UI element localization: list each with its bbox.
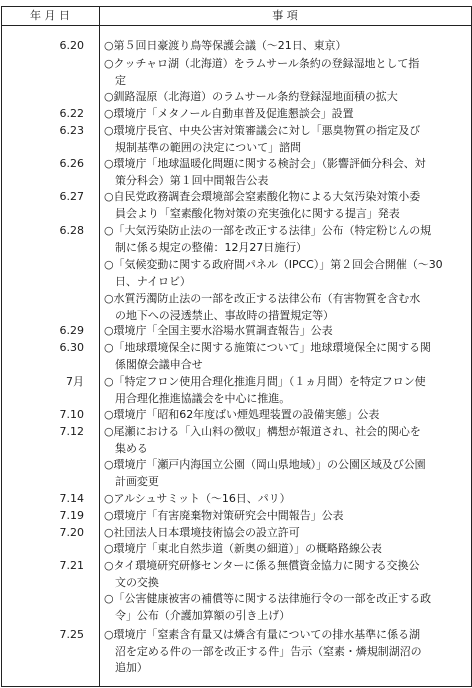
entry-line: 策分科会）第１回中間報告公表 [115, 173, 269, 187]
entry-text [104, 56, 464, 89]
header-item: 事 項 [272, 9, 298, 22]
entry-line: 令」公布（介護加算額の引き上げ） [115, 608, 291, 622]
entry-line: 規制基準の範囲の決定について」諮問 [115, 140, 301, 154]
entry-line: ○タイ環境研究研修センターに係る無償資金協力に関する交換公 [104, 559, 420, 572]
entry-line: ○クッチャロ湖（北海道）をラムサール条約の登録湿地として指 [104, 57, 420, 70]
entry-line: の地下への浸透禁止、事故時の措置規定等） [115, 308, 334, 322]
entry-text [104, 558, 464, 591]
entry-line: ○環境庁「メタノール自動車普及促進懇談会」設置 [104, 107, 354, 120]
entry-text [104, 541, 464, 558]
entry-line: ○環境庁「窒素含有量又は燐含有量についての排水基準に係る湖 [104, 628, 420, 641]
entry-date: 6.30 [59, 341, 84, 354]
entry-line: ○環境庁「地球温暖化問題に関する検討会」（影響評価分科会、対 [104, 157, 426, 170]
entry-line: ○自民党政務調査会環境部会窒素酸化物による大気汚染対策小委 [104, 190, 421, 203]
entry-text [104, 591, 464, 624]
entry-date: 6.20 [59, 39, 84, 52]
entry-date: 7.21 [59, 559, 84, 572]
entry-line: ○「公害健康被害の補償等に関する法律施行令の一部を改正する政 [104, 592, 432, 605]
entry-date: 6.27 [59, 190, 84, 203]
entry-line: ○「特定フロン使用合理化推進月間」（１ヵ月間）を特定フロン使 [104, 375, 426, 388]
table-top-border [1, 6, 471, 7]
entry-line: ○「大気汚染防止法の一部を改正する法律」公布（特定粉じんの規 [104, 224, 432, 237]
entry-line: ○環境庁「瀬戸内海国立公園（岡山県地域）」の公園区域及び公園 [104, 458, 426, 471]
entry-date: 6.26 [59, 157, 84, 170]
entry-line: 集める [115, 441, 148, 455]
entry-date: 7.19 [59, 509, 84, 522]
entry-text [104, 89, 464, 106]
entry-line: ○環境庁「全国主要水浴場水質調査報告」公表 [104, 324, 333, 337]
entry-text [104, 491, 464, 508]
entry-text [104, 323, 464, 340]
entry-line: ○環境庁「東北自然歩道（新奥の細道）」の概略路線公表 [104, 542, 382, 555]
table-bottom-border [1, 686, 471, 687]
entry-date: 7月 [66, 375, 84, 388]
entry-text [104, 223, 464, 256]
entry-line: 計画変更 [115, 474, 159, 488]
entry-text [104, 525, 464, 542]
entry-line: 定 [115, 73, 126, 87]
entry-line: 文の交換 [115, 575, 159, 589]
entry-date: 6.22 [59, 107, 84, 120]
header-date: 年 月 日 [30, 9, 70, 22]
entry-line: ○環境庁「有害廃棄物対策研究会中間報告」公表 [104, 509, 344, 522]
entry-line: ○社団法人日本環境技術協会の設立許可 [104, 526, 300, 539]
entry-line: 用合理化推進協議会を中心に推進。 [115, 391, 291, 405]
entry-line: ○アルシュサミット（～16日、パリ） [104, 492, 291, 505]
entry-date: 6.29 [59, 324, 84, 337]
entry-text [104, 340, 464, 373]
column-divider [99, 6, 100, 687]
entry-line: ○釧路湿原（北海道）のラムサール条約登録湿地面積の拡大 [104, 90, 398, 103]
entry-text [104, 407, 464, 424]
entry-text [104, 106, 464, 123]
entry-line: 制に係る規定の整備：12月27日施行） [115, 240, 308, 254]
entry-date: 7.10 [59, 408, 84, 421]
entry-text [104, 38, 464, 55]
header-divider [1, 25, 471, 26]
entry-date: 7.14 [59, 492, 84, 505]
entry-date: 6.23 [59, 124, 84, 137]
entry-line: ○環境庁長官、中央公害対策審議会に対し「悪臭物質の指定及び [104, 124, 421, 137]
entry-text [104, 508, 464, 525]
entry-text [104, 627, 464, 677]
entry-line: 日、ナイロビ） [115, 274, 191, 288]
entry-date: 7.20 [59, 526, 84, 539]
entry-text [104, 424, 464, 457]
entry-text [104, 189, 464, 222]
entry-line: ○尾瀬における「入山料の徴収」構想が報道され、社会的関心を [104, 425, 421, 438]
entry-text [104, 457, 464, 490]
entry-line: 員会より「窒素酸化物対策の充実強化に関する提言」発表 [115, 206, 400, 220]
entry-text [104, 374, 464, 407]
entry-text [104, 291, 464, 324]
entry-line: ○環境庁「昭和62年度ばい煙処理装置の設備実態」公表 [104, 408, 380, 421]
entry-date: 7.25 [59, 628, 84, 641]
entry-date: 6.28 [59, 224, 84, 237]
entry-line: ○第５回日豪渡り鳥等保護会議（～21日、東京） [104, 39, 347, 52]
entry-line: 沼を定める件の一部を改正する件」告示（窒素・燐規制湖沼の [115, 644, 422, 658]
entry-date: 7.12 [59, 425, 84, 438]
entry-line: ○水質汚濁防止法の一部を改正する法律公布（有害物質を含む水 [104, 292, 421, 305]
entry-line: ○「地球環境保全に関する施策について」地球環境保全に関する関 [104, 341, 431, 354]
entry-line: ○「気候変動に関する政府間パネル（IPCC）」第２回会合開催（～30 [104, 258, 443, 271]
entry-line: 係閣僚会議申合せ [115, 357, 203, 371]
entry-line: 追加） [115, 661, 148, 675]
entry-text [104, 156, 464, 189]
entry-text [104, 257, 464, 290]
entry-text [104, 123, 464, 156]
